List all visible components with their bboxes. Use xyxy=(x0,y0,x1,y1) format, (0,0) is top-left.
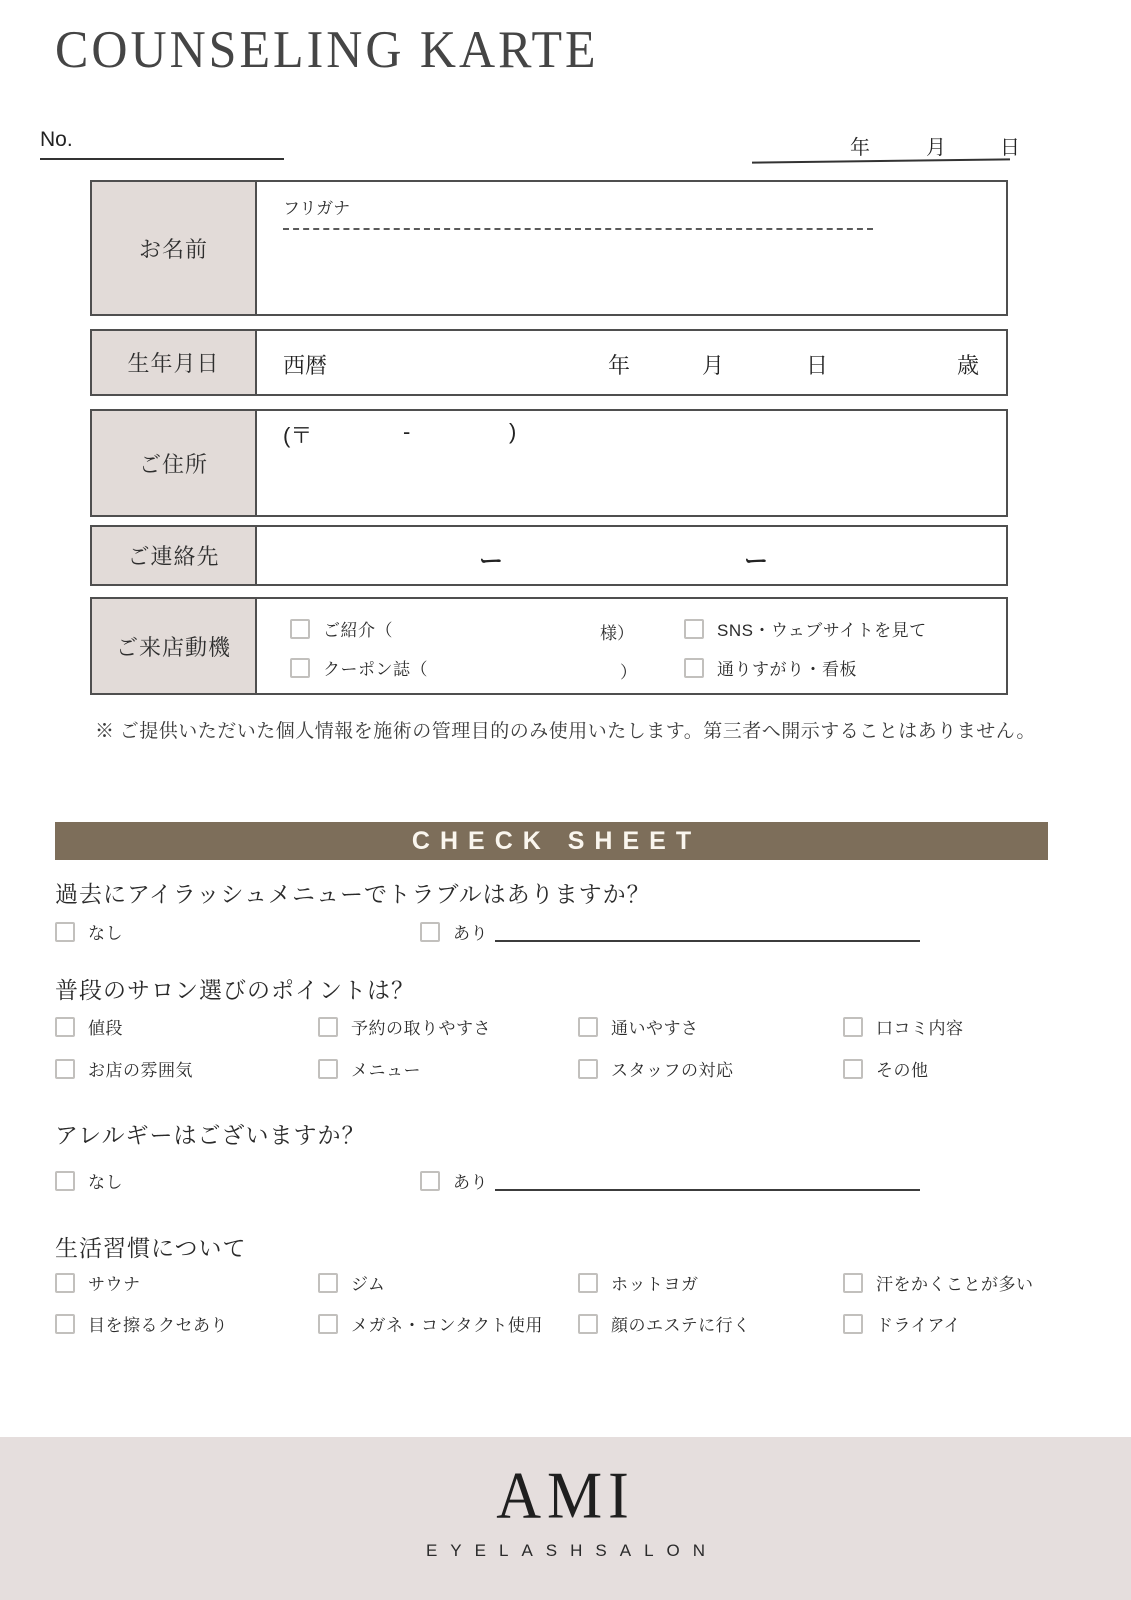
q2-option-atmosphere xyxy=(55,1056,193,1081)
q4-option-dry-eye xyxy=(843,1311,961,1336)
allergy-none-label: なし xyxy=(88,1173,123,1192)
no-label: No. xyxy=(40,128,73,151)
checkbox-coupon-magazine[interactable] xyxy=(290,658,310,678)
checkbox-allergy-none[interactable] xyxy=(55,1171,75,1191)
referral-label: ご紹介（ xyxy=(323,621,393,640)
q2-option-other xyxy=(843,1056,929,1081)
no-input-line[interactable] xyxy=(40,158,284,160)
checkbox-gym[interactable] xyxy=(318,1273,338,1293)
hot-yoga-label: ホットヨガ xyxy=(611,1275,699,1294)
visit-motive-options-cell xyxy=(257,599,1006,693)
motive-option-referral xyxy=(290,616,393,641)
question-allergy-title: アレルギーはございますか？ xyxy=(55,1122,366,1148)
q4-option-sauna xyxy=(55,1270,141,1295)
rub-eyes-label: 目を擦るクセあり xyxy=(88,1316,228,1335)
birth-age-label: 歳 xyxy=(957,353,980,378)
q4-option-rub-eyes xyxy=(55,1311,228,1336)
checkbox-staff-response[interactable] xyxy=(578,1059,598,1079)
q4-option-glasses-contacts xyxy=(318,1311,543,1336)
date-day-label: 日 xyxy=(1000,137,1020,159)
birthdate-input-cell[interactable] xyxy=(257,331,1006,394)
page-title: COUNSELING KARTE xyxy=(55,19,599,79)
visit-motive-row xyxy=(90,597,1008,695)
check-sheet-banner-title: CHECK SHEET xyxy=(411,826,702,855)
checkbox-referral[interactable] xyxy=(290,619,310,639)
checkbox-easy-booking[interactable] xyxy=(318,1017,338,1037)
phone-dash-2: ー xyxy=(744,548,768,575)
q1-option-yes xyxy=(420,919,488,944)
q4-option-hot-yoga xyxy=(578,1270,699,1295)
birthdate-row xyxy=(90,329,1008,396)
postal-hyphen: - xyxy=(403,419,411,444)
birth-year-label: 年 xyxy=(608,353,631,378)
checkbox-price[interactable] xyxy=(55,1017,75,1037)
checkbox-hot-yoga[interactable] xyxy=(578,1273,598,1293)
postal-close-paren: ) xyxy=(509,419,517,444)
sauna-label: サウナ xyxy=(88,1275,141,1294)
checkbox-trouble-none[interactable] xyxy=(55,922,75,942)
allergy-yes-label: あり xyxy=(453,1173,488,1192)
q4-option-sweat-often xyxy=(843,1270,1034,1295)
birth-month-label: 月 xyxy=(702,353,725,378)
facial-esthetic-label: 顔のエステに行く xyxy=(611,1316,751,1335)
easy-booking-label: 予約の取りやすさ xyxy=(351,1019,491,1038)
reviews-label: 口コミ内容 xyxy=(876,1019,964,1038)
date-input-line[interactable] xyxy=(752,158,1010,163)
phone-dash-1: ー xyxy=(479,548,503,575)
price-label: 値段 xyxy=(88,1019,123,1038)
coupon-magazine-label: クーポン誌（ xyxy=(323,660,428,679)
checkbox-glasses-contacts[interactable] xyxy=(318,1314,338,1334)
privacy-note: ※ ご提供いただいた個人情報を施術の管理目的のみ使用いたします。第三者へ開示することはありません。 xyxy=(95,721,1036,742)
contact-input-cell[interactable] xyxy=(257,527,1006,584)
name-input-cell[interactable] xyxy=(257,182,1006,314)
address-row xyxy=(90,409,1008,517)
trouble-yes-label: あり xyxy=(453,924,488,943)
footer-band xyxy=(0,1437,1131,1600)
q1-option-none xyxy=(55,919,123,944)
q2-option-easy-access xyxy=(578,1014,699,1039)
checkbox-other[interactable] xyxy=(843,1059,863,1079)
q4-option-gym xyxy=(318,1270,385,1295)
name-row xyxy=(90,180,1008,316)
birthdate-row-label: 生年月日 xyxy=(92,331,257,394)
coupon-suffix-label: ） xyxy=(620,663,637,682)
q2-option-price xyxy=(55,1014,123,1039)
checkbox-sweat-often[interactable] xyxy=(843,1273,863,1293)
other-label: その他 xyxy=(876,1061,929,1080)
motive-option-sns xyxy=(684,616,927,641)
check-sheet-banner xyxy=(55,822,1048,860)
trouble-detail-input-line[interactable] xyxy=(495,940,920,942)
checkbox-rub-eyes[interactable] xyxy=(55,1314,75,1334)
checkbox-menu[interactable] xyxy=(318,1059,338,1079)
checkbox-easy-access[interactable] xyxy=(578,1017,598,1037)
checkbox-allergy-yes[interactable] xyxy=(420,1171,440,1191)
furigana-label: フリガナ xyxy=(283,199,351,218)
furigana-divider xyxy=(283,228,873,230)
q2-option-staff xyxy=(578,1056,734,1081)
checkbox-reviews[interactable] xyxy=(843,1017,863,1037)
q2-option-menu xyxy=(318,1056,421,1081)
postal-mark-label: (〒 xyxy=(283,423,313,448)
question-trouble-title: 過去にアイラッシュメニューでトラブルはありますか？ xyxy=(55,881,651,907)
dry-eye-label: ドライアイ xyxy=(876,1316,961,1335)
checkbox-sns-website[interactable] xyxy=(684,619,704,639)
checkbox-facial-esthetic[interactable] xyxy=(578,1314,598,1334)
q2-option-reviews xyxy=(843,1014,964,1039)
salon-logo: AMI xyxy=(496,1459,635,1533)
address-input-cell[interactable] xyxy=(257,411,1006,515)
salon-logo-subtitle: EYELASHSALON xyxy=(425,1541,719,1560)
q4-option-facial-esthetic xyxy=(578,1311,751,1336)
checkbox-atmosphere[interactable] xyxy=(55,1059,75,1079)
q3-option-yes xyxy=(420,1168,488,1193)
sweat-often-label: 汗をかくことが多い xyxy=(876,1275,1034,1294)
allergy-detail-input-line[interactable] xyxy=(495,1189,920,1191)
referral-suffix-label: 様） xyxy=(600,624,634,643)
glasses-contacts-label: メガネ・コンタクト使用 xyxy=(351,1316,543,1335)
visit-motive-row-label: ご来店動機 xyxy=(92,599,257,693)
checkbox-sauna[interactable] xyxy=(55,1273,75,1293)
gym-label: ジム xyxy=(351,1275,386,1294)
birth-day-label: 日 xyxy=(806,353,829,378)
atmosphere-label: お店の雰囲気 xyxy=(88,1061,193,1080)
contact-row-label: ご連絡先 xyxy=(92,527,257,584)
sns-website-label: SNS・ウェブサイトを見て xyxy=(717,621,927,640)
checkbox-dry-eye[interactable] xyxy=(843,1314,863,1334)
question-lifestyle-title: 生活習慣について xyxy=(55,1235,247,1261)
q2-option-easy-booking xyxy=(318,1014,491,1039)
passing-by-sign-label: 通りすがり・看板 xyxy=(717,660,857,679)
motive-option-passing-by xyxy=(684,655,857,680)
easy-access-label: 通いやすさ xyxy=(611,1019,699,1038)
question-salon-points-title: 普段のサロン選びのポイントは？ xyxy=(55,977,415,1003)
trouble-none-label: なし xyxy=(88,924,123,943)
name-row-label: お名前 xyxy=(92,182,257,314)
checkbox-trouble-yes[interactable] xyxy=(420,922,440,942)
menu-label: メニュー xyxy=(351,1061,421,1080)
date-year-label: 年 xyxy=(850,137,870,159)
staff-response-label: スタッフの対応 xyxy=(611,1061,734,1080)
checkbox-passing-by-sign[interactable] xyxy=(684,658,704,678)
address-row-label: ご住所 xyxy=(92,411,257,515)
motive-option-coupon xyxy=(290,655,428,680)
q3-option-none xyxy=(55,1168,123,1193)
date-month-label: 月 xyxy=(926,137,946,159)
contact-row xyxy=(90,525,1008,586)
birth-era-label: 西暦 xyxy=(283,353,328,378)
